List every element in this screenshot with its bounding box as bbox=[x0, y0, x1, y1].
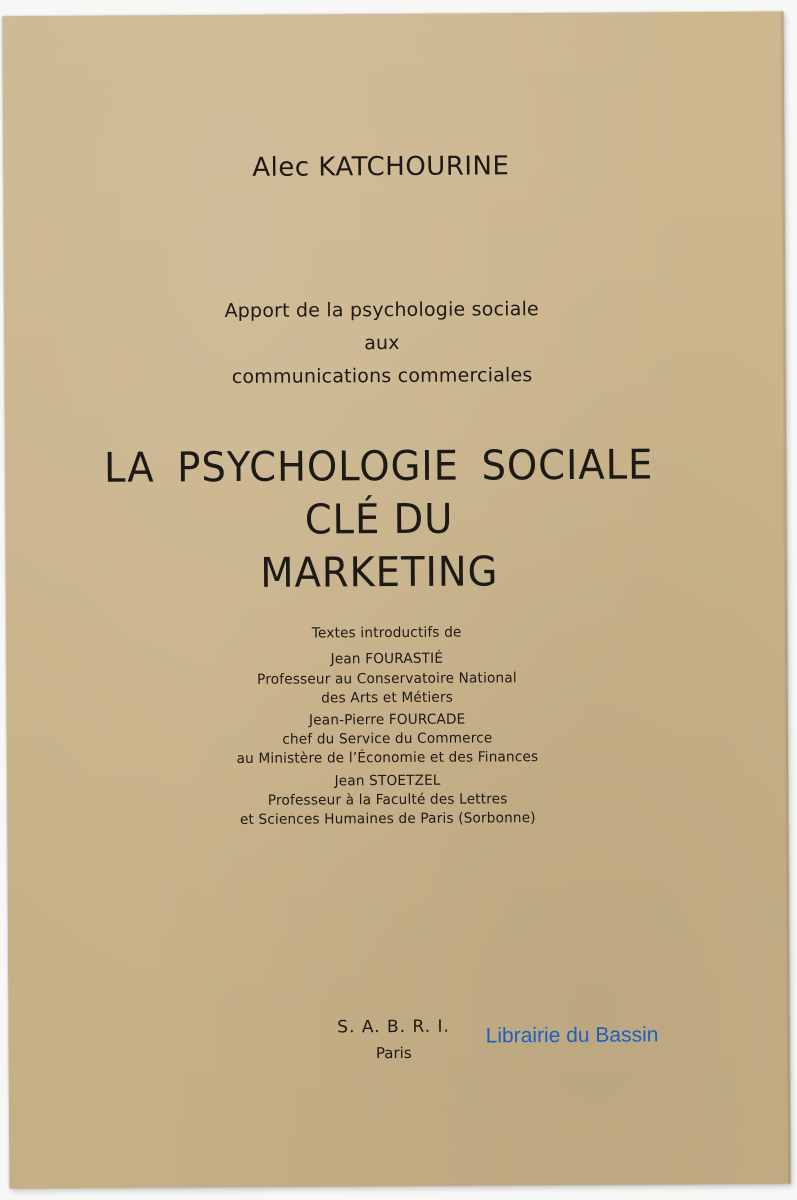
credit-role-2a: chef du Service du Commerce bbox=[282, 730, 493, 748]
subtitle-line-2: aux bbox=[364, 331, 400, 355]
subtitle-line-1: Apport de la psychologie sociale bbox=[224, 298, 539, 323]
credits-intro: Textes introductifs de bbox=[311, 624, 462, 642]
publisher-city: Paris bbox=[375, 1043, 412, 1063]
credit-role-2b: au Ministère de l’Économie et des Finances bbox=[236, 749, 539, 767]
credit-role-1b: des Arts et Métiers bbox=[321, 689, 454, 707]
credit-name-2: Jean-Pierre FOURCADE bbox=[308, 711, 466, 729]
bookseller-watermark: Librairie du Bassin bbox=[485, 1023, 659, 1048]
credit-role-3a: Professeur à la Faculté des Lettres bbox=[267, 791, 508, 809]
credit-name-1: Jean FOURASTIÉ bbox=[330, 650, 444, 668]
publisher-name: S. A. B. R. I. bbox=[337, 1016, 450, 1038]
credit-role-3b: et Sciences Humaines de Paris (Sorbonne) bbox=[239, 810, 536, 828]
title-line-2: CLÉ DU bbox=[304, 494, 454, 544]
subtitle-line-3: communications commerciales bbox=[231, 364, 533, 389]
credit-name-3: Jean STOETZEL bbox=[334, 772, 441, 790]
author-name: Alec KATCHOURINE bbox=[252, 151, 510, 183]
credit-role-1a: Professeur au Conservatoire National bbox=[257, 670, 517, 688]
book-cover bbox=[2, 12, 790, 1189]
title-line-3: MARKETING bbox=[260, 547, 499, 597]
title-line-1: LA PSYCHOLOGIE SOCIALE bbox=[103, 440, 654, 492]
